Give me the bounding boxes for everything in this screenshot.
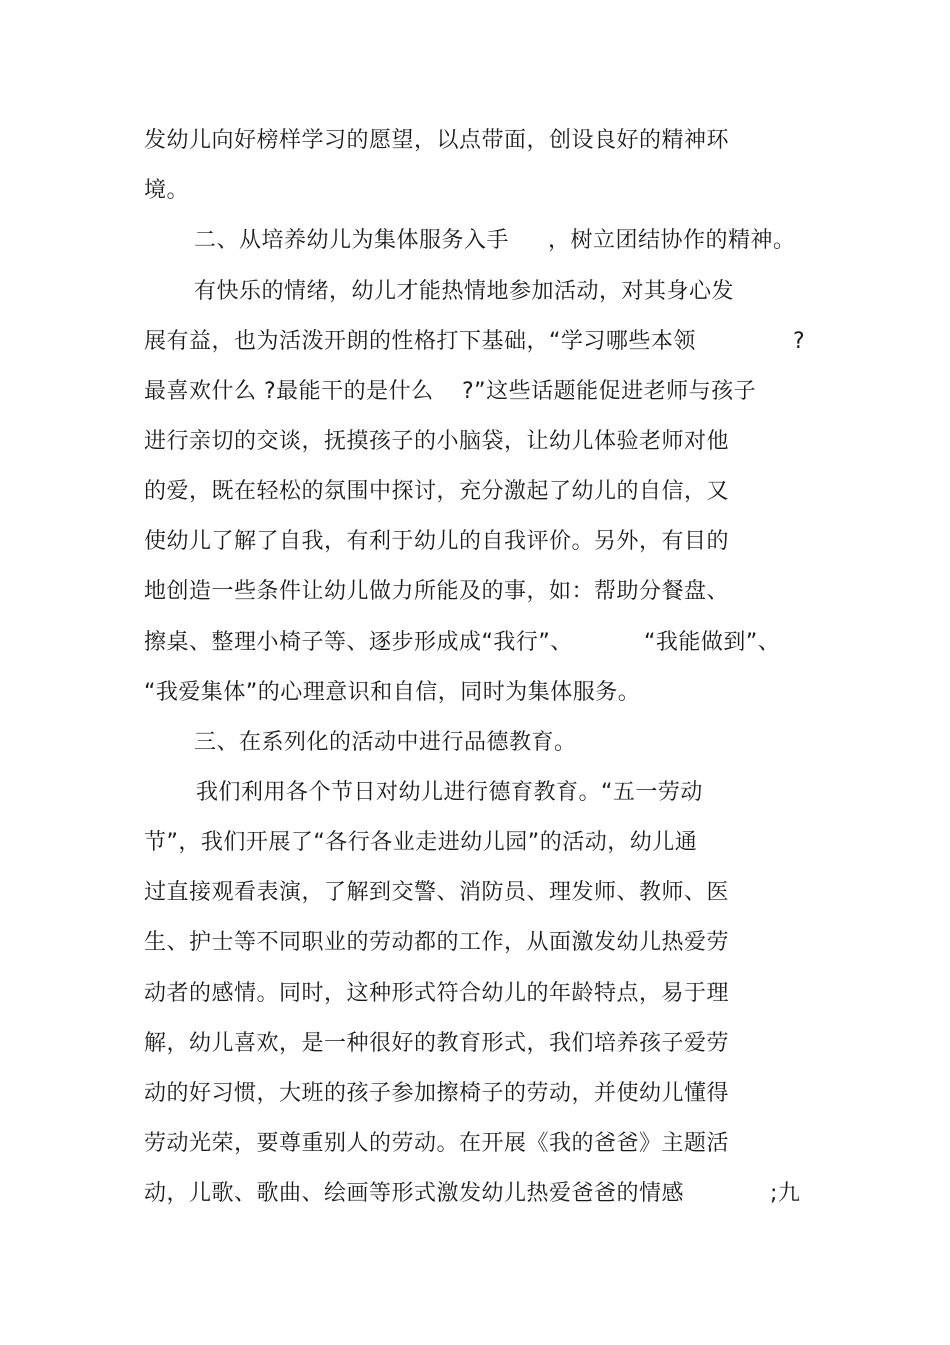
text-line: 进行亲切的交谈，抚摸孩子的小脑袋，让幼儿体验老师对他 (144, 429, 730, 454)
text-line: ?”这些话题能促进老师与孩子 (462, 379, 757, 404)
text-line: 擦桌、整理小椅子等、逐步形成成“我行”、 (144, 630, 573, 655)
text-line: 最喜欢什么 ?最能干的是什么 (144, 379, 434, 404)
section-heading: ，树立团结协作的精神。 (548, 228, 796, 253)
text-line: 过直接观看表演，了解到交警、消防员、理发师、教师、医 (144, 880, 730, 905)
text-line: 我们利用各个节日对幼儿进行德育教育。“五一劳动 (196, 780, 703, 805)
section-heading: 三、在系列化的活动中进行品德教育。 (194, 730, 577, 755)
text-line: 发幼儿向好榜样学习的愿望，以点带面，创设良好的精神环 (144, 128, 730, 153)
text-line: 节”，我们开展了“各行各业走进幼儿园”的活动，幼儿通 (144, 830, 698, 855)
text-line: “我爱集体”的心理意识和自信，同时为集体服务。 (144, 680, 641, 705)
text-line: 境。 (144, 178, 190, 203)
text-line: ? (793, 329, 806, 354)
text-line: 动，儿歌、歌曲、绘画等形式激发幼儿热爱爸爸的情感 (144, 1181, 685, 1206)
text-line: 劳动光荣，要尊重别人的劳动。在开展《我的爸爸》主题活 (144, 1131, 730, 1156)
text-line: 有快乐的情绪，幼儿才能热情地参加活动，对其身心发 (194, 279, 735, 304)
text-line: ;九 (770, 1181, 801, 1206)
text-line: “我能做到”、 (644, 630, 781, 655)
text-line: 地创造一些条件让幼儿做力所能及的事，如：帮助分餐盘、 (144, 579, 730, 604)
text-line: 的爱，既在轻松的氛围中探讨，充分激起了幼儿的自信，又 (144, 479, 730, 504)
text-line: 生、护士等不同职业的劳动都的工作，从面激发幼儿热爱劳 (144, 930, 730, 955)
section-heading: 二、从培养幼儿为集体服务入手 (194, 228, 510, 253)
text-line: 使幼儿了解了自我，有利于幼儿的自我评价。另外，有目的 (144, 529, 730, 554)
text-line: 动者的感情。同时，这种形式符合幼儿的年龄特点，易于理 (144, 981, 730, 1006)
text-line: 动的好习惯，大班的孩子参加擦椅子的劳动，并使幼儿懂得 (144, 1081, 730, 1106)
text-line: 展有益，也为活泼开朗的性格打下基础，“学习哪些本领 (144, 329, 696, 354)
text-line: 解，幼儿喜欢，是一种很好的教育形式，我们培养孩子爱劳 (144, 1031, 730, 1056)
